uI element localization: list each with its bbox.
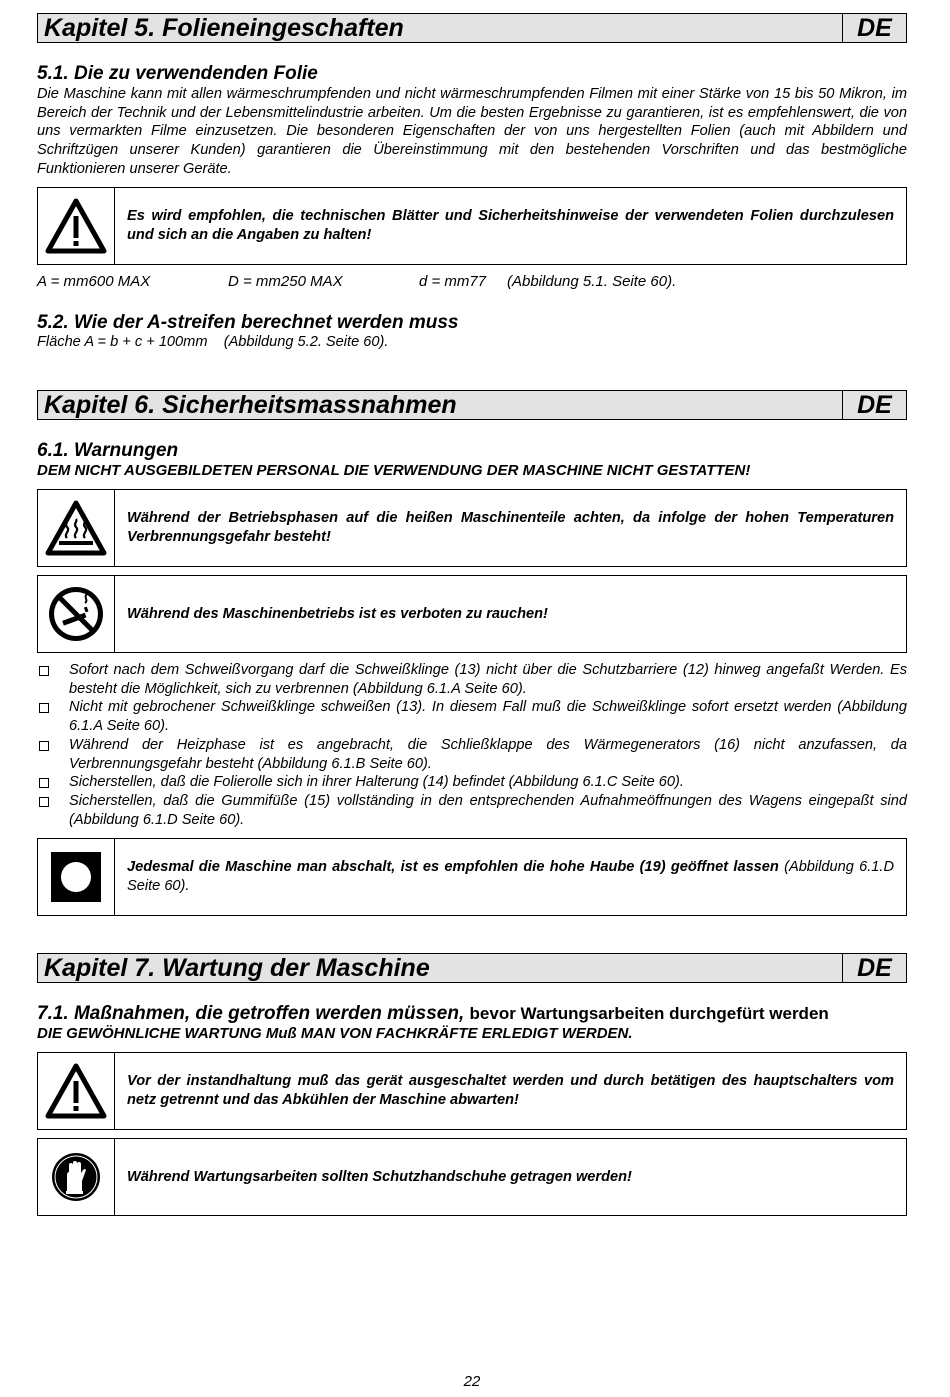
warning-text: Es wird empfohlen, die technischen Blätter und Sicherheitshinweise der verwendeten Folien durchzulesen und sich an die Angaben zu halten! <box>127 208 894 243</box>
safety-bullet-list <box>37 661 907 829</box>
section-6-1-caps-warning: DEM NICHT AUSGEBILDETEN PERSONAL DIE VERWENDUNG DER MASCHINE NICHT GESTATTEN! <box>37 462 751 479</box>
language-code: DE <box>842 954 906 982</box>
dimension-small-d: d = mm77 <box>419 273 487 290</box>
gloves-box <box>37 1138 907 1216</box>
checkbox-bullet-icon <box>39 666 49 676</box>
dimension-d: D = mm250 MAX <box>228 273 343 290</box>
chapter-title: Kapitel 7. Wartung der Maschine <box>44 954 430 982</box>
maintenance-warning-text: Vor der instandhaltung muß das gerät ausgeschaltet werden und durch betätigen des hauptschalters vom netz getrennt und das Abkühlen der Maschine abwarten! <box>127 1073 894 1108</box>
checkbox-bullet-icon <box>39 703 49 713</box>
checkbox-bullet-icon <box>39 797 49 807</box>
no-smoking-box <box>37 575 907 653</box>
formula-figure-ref: (Abbildung 5.2. Seite 60). <box>223 334 389 350</box>
list-item: Sicherstellen, daß die Gummifüße (15) vollständing in den entsprechenden Aufnahmeöffnungen des Wagens eingepaßt sind (Abbildung 6.1.D Seite 60). <box>37 792 907 829</box>
dimension-a: A = mm600 MAX <box>37 273 151 290</box>
section-7-1-title: 7.1. Maßnahmen, die getroffen werden müssen, bevor Wartungsarbeiten durchgefürt werden <box>37 1003 829 1024</box>
list-item: Nicht mit gebrochener Schweißklinge schweißen (13). In diesem Fall muß die Schweißklinge sofort ersetzt werden (Abbildung 6.1.A Seite 60). <box>37 698 907 735</box>
checkbox-bullet-icon <box>39 778 49 788</box>
chapter-title: Kapitel 6. Sicherheitsmassnahmen <box>44 391 457 419</box>
section-5-1-text: Die Maschine kann mit allen wärmeschrumpfenden und nicht wärmeschrumpfenden Filmen mit einer Stärke von 15 bis 50 Mikron, im Bereich der Technik und der Lebensmittelindustrie arbeiten. Um die besten Ergebnisse zu garantieren, ist es empfehlenswert, die von uns vermarkten Filme einzusetzen. Die besonderen Eigenschaften der von uns hergestellten Folien (auch mit Abbildern und Schriftzügen unserer Kunden) garantieren die Übereinstimmung mit den bestehenden Vorschriften und das bestmögliche Funktionieren unserer Geräte. <box>37 86 907 177</box>
area-formula <box>37 334 388 350</box>
chapter-6-header <box>37 390 907 420</box>
warning-triangle-icon <box>38 188 115 264</box>
mandatory-action-icon <box>38 839 115 915</box>
maintenance-warning-box <box>37 1052 907 1130</box>
hood-open-text: Jedesmal die Maschine man abschalt, ist es empfohlen die hohe Haube (19) geöffnet lassen (Abbildung 6.1.D Seite 60). <box>127 859 894 894</box>
dimension-figure-ref: (Abbildung 5.1. Seite 60). <box>507 273 677 290</box>
section-7-1-caps-warning: DIE GEWÖHNLICHE WARTUNG Muß MAN VON FACHKRÄFTE ERLEDIGT WERDEN. <box>37 1025 633 1042</box>
film-dimensions <box>37 273 907 293</box>
no-smoking-icon <box>38 576 115 652</box>
no-smoking-text: Während des Maschinenbetriebs ist es verboten zu rauchen! <box>127 605 548 622</box>
page-number: 22 <box>463 1373 481 1390</box>
section-5-1-title: 5.1. Die zu verwendenden Folie <box>37 63 318 84</box>
list-item: Während der Heizphase ist es angebracht, die Schließklappe des Wärmegenerators (16) nicht anzufassen, da Verbrennungsgefahr besteht (Abbildung 6.1.B Seite 60). <box>37 736 907 773</box>
language-code: DE <box>842 391 906 419</box>
hot-surface-text: Während der Betriebsphasen auf die heißen Maschinenteile achten, da infolge der hohen Temperaturen Verbrennungsgefahr besteht! <box>127 510 894 545</box>
section-6-1-title: 6.1. Warnungen <box>37 440 179 461</box>
checkbox-bullet-icon <box>39 741 49 751</box>
chapter-title: Kapitel 5. Folieneingeschaften <box>44 14 404 42</box>
warning-triangle-icon <box>38 1053 115 1129</box>
language-code: DE <box>842 14 906 42</box>
hot-surface-box <box>37 489 907 567</box>
chapter-7-header <box>37 953 907 983</box>
list-item: Sofort nach dem Schweißvorgang darf die Schweißklinge (13) nicht über die Schutzbarriere (12) hinweg angefaßt Werden. Es besteht die Möglichkeit, sich zu verbrennen (Abbildung 6.1.A Seite 60). <box>37 661 907 698</box>
chapter-5-header <box>37 13 907 43</box>
hood-open-box <box>37 838 907 916</box>
hot-surface-icon <box>38 490 115 566</box>
warning-box-film <box>37 187 907 265</box>
list-item: Sicherstellen, daß die Folierolle sich in ihrer Halterung (14) befindet (Abbildung 6.1.C Seite 60). <box>37 773 907 792</box>
section-5-2-title: 5.2. Wie der A-streifen berechnet werden muss <box>37 312 459 333</box>
protective-gloves-icon <box>38 1139 115 1215</box>
formula-text: Fläche A = b + c + 100mm <box>37 334 208 350</box>
gloves-text: Während Wartungsarbeiten sollten Schutzhandschuhe getragen werden! <box>127 1168 632 1185</box>
